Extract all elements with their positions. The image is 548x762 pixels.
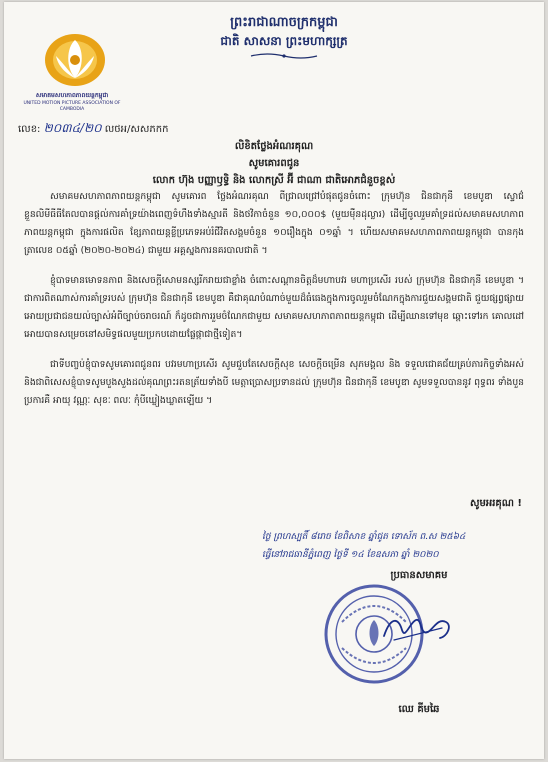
solar-date: ធ្វើនៅរាជធានីភ្នំពេញ ថ្ងៃទី ១៤ ខែឧសភា ឆ្នាំ ២០២០ <box>262 550 439 560</box>
reference-number <box>18 120 168 138</box>
signatory-name: ឈេ គីមឆៃ <box>398 704 440 715</box>
letter-body <box>24 188 524 422</box>
recipient-name: លោក ហ៊ុង បញ្ញាឫទ្ធិ និង លោកស្រី អ៊ី ជាណា ជាតិអោភជំនួចខ្ពស់ <box>152 175 396 186</box>
salutation: សូមគោរពជូន <box>248 158 300 169</box>
lunar-date: ថ្ងៃ ព្រហស្បតិ៍ ៨រោច ខែពិសាខ ឆ្នាំជូត ទោស័ក ព.ស ២៥៦៤ <box>262 532 466 542</box>
date-block <box>262 528 532 564</box>
letter-page <box>4 2 544 759</box>
reference-handwritten: ២០៣៤/២០ <box>43 121 102 135</box>
paragraph-2: ខ្ញុំបាទមានមោទនភាព និងសេចក្តីសោមនស្សរីករាយជាខ្លាំង ចំពោះសណ្តានចិត្តដ៏មហាបវរ មហាប្រសើរ របស់ ក្រុមហ៊ុន ជិនជាកុនី ខេមបូឌា ។ ជាការពិតណាស់ការគាំទ្ររបស់ ក្រុមហ៊ុន ជិនជាកុនី ខេមបូឌា គឺជាគុណបំណាច់មួយដ៏ធំធេងក្នុងការចូលរួមចំណែកក្នុងការជួយសង្គមជាតិ ជួយផ្សព្វផ្សាយ អោយប្រជាជនយល់ច្បាស់អំពីច្បាប់ចរាចរណ៍ ក៏ដូចជាការរួមចំណែកជាមួយ សមាគមសហភាពភាពយន្តកម្ពុជា ដើម្បីឈានទៅមុខ ឆ្ពោះទៅរក គោលដៅ អោយបានសម្រេចនៅសមិទ្ធផលមួយប្រកបដោយផ្លែផ្កាជាថ្មីទៀត។ <box>24 275 524 340</box>
organization-name-khmer: សមាគមសហភាពភាពយន្តកម្ពុជា <box>35 92 109 99</box>
national-motto: ជាតិ សាសនា ព្រះមហាក្សត្រ <box>220 34 348 48</box>
paragraph-1: សមាគមសហភាពភាពយន្តកម្ពុជា សូមគោរព ថ្លែងអំណរគុណ ពីជ្រាលជ្រៅបំផុតជូនចំពោះ ក្រុមហ៊ុន ជិនជាកុនី ខេមបូឌា ស្ទោជ៌ខ្លួនលិមីធីធីតែលបានផ្តល់ការគាំទ្រយ៉ាងពេញទំហឹងទាំងស្មារតី និងថវិកាចំនួន ១០,០០០$ (មួយម៉ឺនដុល្លារ) ដើម្បីចូលរួមគាំទ្រដល់សមាគមសហភាពភាពយន្តកម្ពុជា ក្នុងការផលិត ខ្សែភាពយន្តខ្លីប្រភេទអប់រំជីវិតសង្គមចំនួន ១០រឿងក្នុង ០១ឆ្នាំ ។ ហើយសមាគមសហភាពភាពយន្តកម្ពុជា បានកុងត្រាលេខ ០៥ឆ្នាំ (២០២០-២០២៤) ជាមួយ អគ្គស្នងការនគរបាលជាតិ ។ <box>24 191 524 256</box>
reference-suffix: លថអ/សសភកក <box>104 124 169 135</box>
kingdom-name: ព្រះរាជាណាចក្រកម្ពុជា <box>230 15 338 30</box>
golden-lotus-emblem-icon <box>38 30 112 88</box>
closing-thanks: សូមអរគុណ ! <box>470 498 522 509</box>
handwritten-signature-icon <box>380 610 456 646</box>
letter-title-block <box>114 138 434 189</box>
signatory-title: ប្រធានសមាគម <box>390 570 448 581</box>
organization-name-english: UNITED MOTION PICTURE ASSOCIATION OF CAMBODIA <box>23 101 121 112</box>
reference-prefix: លេខ: <box>18 124 41 135</box>
letter-title: លិខិតថ្លែងអំណរគុណ <box>234 141 314 152</box>
kingdom-header <box>184 14 384 60</box>
divider-ornament-icon <box>249 52 319 60</box>
paragraph-3: ជាទីបញ្ចប់ខ្ញុំបាទសូមគោរពជូនពរ បវរមហាប្រសើរ សូមជួបតែសេចក្តីសុខ សេចក្តីចម្រើន សុភមង្គល និង ទទួលជោគជ័យគ្រប់ភារកិច្ចទាំងអស់ និងជាពិសេសខ្ញុំបាទសូមបួងសួងដល់គុណព្រះរតនត្រ័យទាំងបី មេត្តាប្រោសប្រទានដល់ ក្រុមហ៊ុន ជិនជាកុនី ខេមបូឌា សូមទទួលបាននូវ ពុទ្ធពរ ទាំងបួនប្រការគឺ អាយុ វណ្ណៈ សុខៈ ពលៈ កុំបីឃ្លៀងឃ្លាតឡើយ ។ <box>24 359 524 406</box>
